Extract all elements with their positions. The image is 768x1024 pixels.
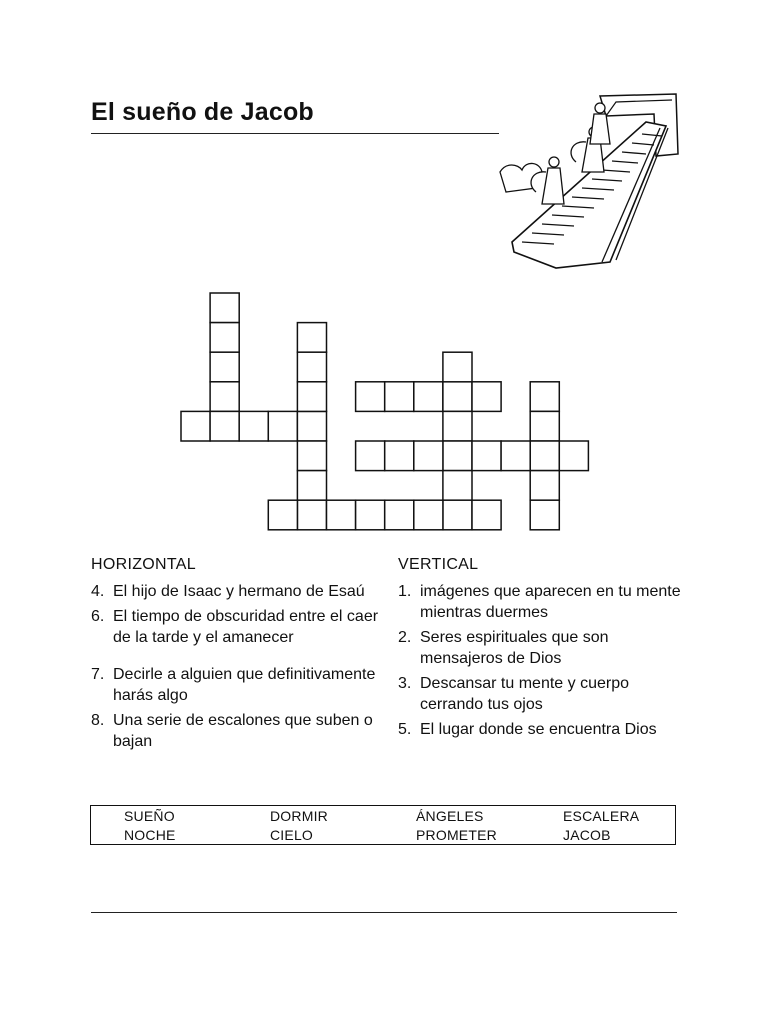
clue-1	[398, 581, 688, 623]
crossword-cell	[239, 411, 268, 441]
word-bank-item: PROMETER	[416, 827, 497, 843]
crossword-cell	[297, 382, 326, 412]
word-bank-item: ÁNGELES	[416, 808, 484, 824]
crossword-cell	[385, 382, 414, 412]
clue-number: 5.	[398, 721, 412, 738]
crossword-cell	[268, 500, 297, 530]
crossword-cell	[181, 411, 210, 441]
word-bank-item: ESCALERA	[563, 808, 640, 824]
clue-3	[398, 673, 688, 715]
crossword-cell	[210, 382, 239, 412]
worksheet-title: El sueño de Jacob	[91, 98, 314, 126]
crossword-cell	[414, 441, 443, 471]
clue-text: Una serie de escalones que suben o bajan	[113, 712, 373, 750]
clue-2	[398, 627, 688, 669]
crossword-cell	[443, 411, 472, 441]
clue-number: 8.	[91, 712, 105, 729]
clue-text: El hijo de Isaac y hermano de Esaú	[113, 583, 365, 600]
crossword-cell	[356, 500, 385, 530]
word-bank-item: SUEÑO	[124, 808, 175, 824]
crossword-cell	[297, 471, 326, 501]
clue-number: 3.	[398, 675, 412, 692]
word-bank-item: DORMIR	[270, 808, 328, 824]
clue-text: El tiempo de obscuridad entre el caer de la tarde y el amanecer	[113, 608, 379, 646]
crossword-cell	[297, 441, 326, 471]
crossword-cell	[414, 500, 443, 530]
clue-number: 6.	[91, 608, 105, 625]
crossword-cell	[559, 441, 588, 471]
crossword-cell	[385, 500, 414, 530]
word-bank-item: JACOB	[563, 827, 611, 843]
crossword-cell	[530, 382, 559, 412]
clue-text: Seres espirituales que son mensajeros de Dios	[420, 629, 609, 667]
crossword-cell	[443, 382, 472, 412]
horizontal-clues	[91, 554, 381, 756]
word-bank	[90, 805, 676, 845]
clue-text: Descansar tu mente y cuerpo cerrando tus ojos	[420, 675, 629, 713]
crossword-cell	[530, 411, 559, 441]
crossword-cell	[530, 500, 559, 530]
vertical-clues	[398, 554, 688, 744]
crossword-cell	[210, 411, 239, 441]
clue-text: El lugar donde se encuentra Dios	[420, 721, 657, 738]
clue-8	[91, 710, 381, 752]
vertical-heading: VERTICAL	[398, 556, 479, 573]
horizontal-heading: HORIZONTAL	[91, 556, 196, 573]
bottom-divider	[91, 912, 677, 913]
crossword-cell	[501, 441, 530, 471]
crossword-cell	[530, 441, 559, 471]
clue-7	[91, 664, 381, 706]
crossword-cell	[443, 441, 472, 471]
clue-5	[398, 719, 688, 740]
crossword-cell	[414, 382, 443, 412]
clue-text: Decirle a alguien que definitivamente harás algo	[113, 666, 376, 704]
crossword-cell	[297, 500, 326, 530]
crossword-cell	[472, 382, 501, 412]
crossword-cell	[297, 411, 326, 441]
angels-on-staircase-icon	[496, 92, 682, 272]
clue-number: 7.	[91, 666, 105, 683]
crossword-cell	[472, 441, 501, 471]
crossword-cell	[385, 441, 414, 471]
crossword-cell	[327, 500, 356, 530]
crossword-cell	[472, 500, 501, 530]
crossword-cell	[443, 500, 472, 530]
crossword-cell	[356, 441, 385, 471]
clue-text: imágenes que aparecen en tu mente mientras duermes	[420, 583, 681, 621]
crossword-cell	[443, 352, 472, 382]
crossword-cell	[530, 471, 559, 501]
crossword-cell	[297, 352, 326, 382]
clue-number: 2.	[398, 629, 412, 646]
crossword-cell	[356, 382, 385, 412]
word-bank-item: NOCHE	[124, 827, 176, 843]
clue-number: 1.	[398, 583, 412, 600]
crossword-cell	[297, 323, 326, 353]
crossword-cell	[210, 293, 239, 323]
crossword-cell	[443, 471, 472, 501]
crossword-cell	[268, 411, 297, 441]
clue-6	[91, 606, 381, 648]
clue-4	[91, 581, 381, 602]
crossword-cell	[210, 352, 239, 382]
clue-number: 4.	[91, 583, 105, 600]
title-divider	[91, 133, 499, 134]
word-bank-item: CIELO	[270, 827, 314, 843]
crossword-cell	[210, 323, 239, 353]
